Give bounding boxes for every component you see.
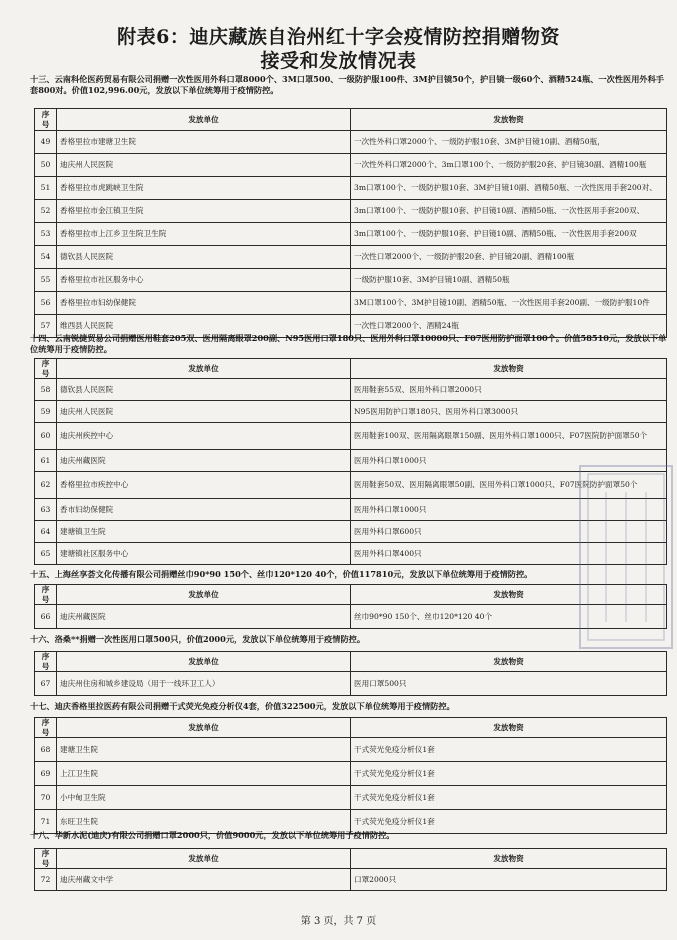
table-section-14 [34,358,667,565]
table-row [35,423,667,450]
row-unit: 迪庆州人民医院 [57,154,351,177]
table-row [35,246,667,269]
row-seq: 49 [35,131,57,154]
row-goods: 一次性外科口罩2000个、一级防护服10套、3M护目镜10副、酒精50瓶， [351,131,667,154]
table-section-17 [34,717,667,834]
row-seq: 62 [35,472,57,499]
row-goods: 医用口罩500只 [351,672,667,696]
row-unit: 香格里拉市妇幼保健院 [57,292,351,315]
page-footer: 第 3 页，共 7 页 [300,916,377,927]
row-unit: 建塘镇社区服务中心 [57,543,351,565]
row-seq: 64 [35,521,57,543]
header-goods: 发放物资 [351,652,667,672]
table-row [35,177,667,200]
row-goods: 干式荧光免疫分析仪1套 [351,786,667,810]
table-header-row [35,109,667,131]
row-unit: 迪庆州疾控中心 [57,423,351,450]
table-row [35,786,667,810]
row-goods: 医用外科口罩1000只 [351,450,667,472]
row-unit: 迪庆州住房和城乡建设局（用于一线环卫工人） [57,672,351,696]
row-goods: 一级防护服10套、3M护目镜10副、酒精50瓶 [351,269,667,292]
row-goods: 干式荧光免疫分析仪1套 [351,810,667,834]
header-seq: 序号 [35,718,57,738]
row-unit: 香格里拉市虎跳峡卫生院 [57,177,351,200]
row-goods: 医用鞋套55双、医用外科口罩2000只 [351,379,667,401]
row-seq: 61 [35,450,57,472]
table-section-13 [34,108,667,338]
row-unit: 小中甸卫生院 [57,786,351,810]
header-seq: 序号 [35,652,57,672]
row-seq: 72 [35,869,57,891]
table-header-row [35,652,667,672]
page-title: 附表6：迪庆藏族自治州红十字会疫情防控捐赠物资 [117,26,560,48]
row-unit: 东旺卫生院 [57,810,351,834]
row-unit: 德钦县人民医院 [57,246,351,269]
row-unit: 香格里拉市金江镇卫生院 [57,200,351,223]
row-unit: 迪庆州藏文中学 [57,869,351,891]
row-goods: 口罩2000只 [351,869,667,891]
header-unit: 发放单位 [57,585,351,605]
row-unit: 迪庆州人民医院 [57,401,351,423]
row-seq: 57 [35,315,57,338]
header-seq: 序号 [35,585,57,605]
row-goods: 3m口罩100个、一级防护服10套、护目镜10副、酒精50瓶、一次性医用手套200双 [351,223,667,246]
table-row [35,450,667,472]
table-row [35,605,667,629]
header-seq: 序号 [35,359,57,379]
table-row [35,499,667,521]
row-goods: 丝巾90*90 150个、丝巾120*120 40个 [351,605,667,629]
row-goods: 一次性口罩2000个、一级防护服20套、护目镜20副、酒精100瓶 [351,246,667,269]
row-seq: 52 [35,200,57,223]
table-header-row [35,359,667,379]
header-goods: 发放物资 [351,849,667,869]
table-row [35,292,667,315]
row-seq: 67 [35,672,57,696]
table-row [35,521,667,543]
table-row [35,762,667,786]
row-goods: 干式荧光免疫分析仪1套 [351,738,667,762]
row-seq: 51 [35,177,57,200]
header-unit: 发放单位 [57,718,351,738]
table-row [35,401,667,423]
row-unit: 香格里拉市疾控中心 [57,472,351,499]
row-goods: 一次性外科口罩2000个、3m口罩100个、一级防护服20套、护目镜30副、酒精100瓶 [351,154,667,177]
row-goods: 医用鞋套50双、医用隔离眼罩50副、医用外科口罩1000只、F07医院防护面罩50个 [351,472,667,499]
row-unit: 香格里拉市建塘卫生院 [57,131,351,154]
row-unit: 香格里拉市社区服务中心 [57,269,351,292]
header-unit: 发放单位 [57,359,351,379]
row-unit: 上江卫生院 [57,762,351,786]
section-heading-13: 十三、云南科伦医药贸易有限公司捐赠一次性医用外科口罩8000个、3M口罩500、一级防护服100件、3M护目镜50个，护目镜一级60个、酒精524瓶、一次性医用外科手套800对。价值102,996.00元，发放以下单位统筹用于疫情防控。 [30,74,664,95]
table-section-15 [34,584,667,629]
row-seq: 53 [35,223,57,246]
section-heading-16: 十六、洛桑**捐赠一次性医用口罩500只，价值2000元，发放以下单位统筹用于疫情防控。 [30,634,366,644]
row-goods: 3M口罩100个、3M护目镜10副、酒精50瓶、一次性医用手套200副、一级防护服10件 [351,292,667,315]
row-seq: 66 [35,605,57,629]
table-section-18 [34,848,667,891]
row-seq: 68 [35,738,57,762]
section-heading-15: 十五、上海丝享荟文化传播有限公司捐赠丝巾90*90 150个、丝巾120*120 40个，价值117810元，发放以下单位统筹用于疫情防控。 [30,569,533,579]
header-unit: 发放单位 [57,109,351,131]
row-seq: 54 [35,246,57,269]
section-heading-17: 十七、迪庆香格里拉医药有限公司捐赠干式荧光免疫分析仪4套，价值322500元，发放以下单位统筹用于疫情防控。 [30,701,455,711]
table-row [35,543,667,565]
row-seq: 58 [35,379,57,401]
header-goods: 发放物资 [351,718,667,738]
row-goods: 3m口罩100个、一级防护服10套、护目镜10副、酒精50瓶、一次性医用手套200双、 [351,200,667,223]
header-goods: 发放物资 [351,359,667,379]
table-row [35,131,667,154]
row-unit: 迪庆州藏医院 [57,605,351,629]
header-seq: 序号 [35,849,57,869]
row-seq: 55 [35,269,57,292]
row-goods: 干式荧光免疫分析仪1套 [351,762,667,786]
table-row [35,200,667,223]
row-seq: 70 [35,786,57,810]
section-heading-18: 十八、华新水泥(迪庆)有限公司捐赠口罩2000只，价值9000元，发放以下单位统筹用于疫情防控。 [30,830,395,840]
row-unit: 维西县人民医院 [57,315,351,338]
header-goods: 发放物资 [351,585,667,605]
table-row [35,472,667,499]
row-unit: 香格里拉市上江乡卫生院卫生院 [57,223,351,246]
table-header-row [35,849,667,869]
row-goods: 医用外科口罩400只 [351,543,667,565]
row-goods: 医用外科口罩600只 [351,521,667,543]
row-goods: 3m口罩100个、一级防护服10套、3M护目镜10副、酒精50瓶、一次性医用手套200对、 [351,177,667,200]
header-seq: 序号 [35,109,57,131]
row-goods: 医用外科口罩1000只 [351,499,667,521]
row-unit: 建塘镇卫生院 [57,521,351,543]
row-seq: 65 [35,543,57,565]
table-row [35,869,667,891]
table-row [35,154,667,177]
section-heading-14: 十四、云南锐捷贸易公司捐赠医用鞋套205双、医用隔离眼罩200副、N95医用口罩180只、医用外科口罩10000只、F07医用防护面罩100个。价值58510元，发放以下单位统筹用于疫情防控。 [30,333,667,354]
table-row [35,223,667,246]
header-unit: 发放单位 [57,652,351,672]
table-row [35,672,667,696]
row-seq: 59 [35,401,57,423]
page-subtitle: 接受和发放情况表 [260,50,417,72]
row-seq: 63 [35,499,57,521]
row-seq: 69 [35,762,57,786]
row-seq: 71 [35,810,57,834]
row-unit: 建塘卫生院 [57,738,351,762]
header-unit: 发放单位 [57,849,351,869]
table-row [35,269,667,292]
row-goods: 一次性口罩2000个、酒精24瓶 [351,315,667,338]
row-seq: 60 [35,423,57,450]
row-unit: 香市妇幼保健院 [57,499,351,521]
table-row [35,379,667,401]
header-goods: 发放物资 [351,109,667,131]
row-unit: 德钦县人民医院 [57,379,351,401]
row-goods: 医用鞋套100双、医用隔离眼罩150副、医用外科口罩1000只、F07医院防护面罩50个 [351,423,667,450]
table-header-row [35,585,667,605]
row-goods: N95医用防护口罩180只、医用外科口罩3000只 [351,401,667,423]
table-header-row [35,718,667,738]
row-unit: 迪庆州藏医院 [57,450,351,472]
row-seq: 50 [35,154,57,177]
row-seq: 56 [35,292,57,315]
table-section-16 [34,651,667,696]
table-row [35,738,667,762]
